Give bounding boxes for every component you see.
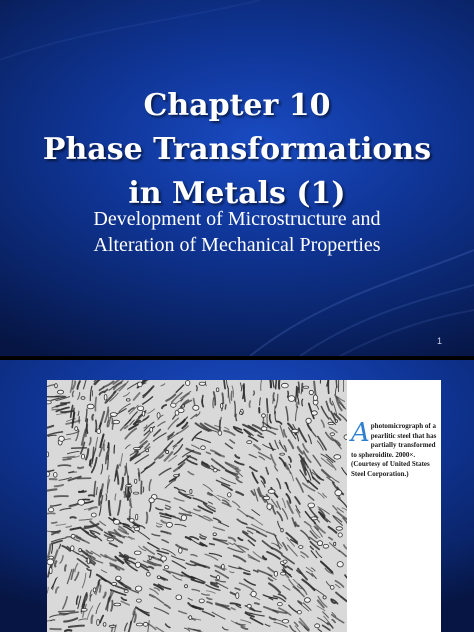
slide-subtitle (0, 206, 474, 258)
pearlite-micrograph-image (47, 380, 347, 632)
micrograph-texture (47, 380, 347, 632)
micrograph-slide (0, 360, 474, 632)
caption-panel (347, 380, 441, 632)
slide-number: 1 (436, 336, 442, 346)
caption-dropcap: A (351, 418, 370, 448)
slide-title-line-3: in Metals (1) (128, 176, 346, 211)
slide-subtitle-line-2: Alteration of Mechanical Properties (93, 234, 381, 256)
slide-title-line-2: Phase Transformations (42, 132, 432, 167)
figure-caption (351, 418, 439, 479)
slide-title-line-1: Chapter 10 (143, 88, 331, 123)
caption-text: photomicrograph of a pearlitic steel that has partially transformed to spheroidite. 2000×. (Courtesy of United States Steel Corporation.) (351, 422, 437, 478)
slide-subtitle-line-1: Development of Microstructure and (93, 208, 381, 230)
slide-title (0, 84, 474, 216)
